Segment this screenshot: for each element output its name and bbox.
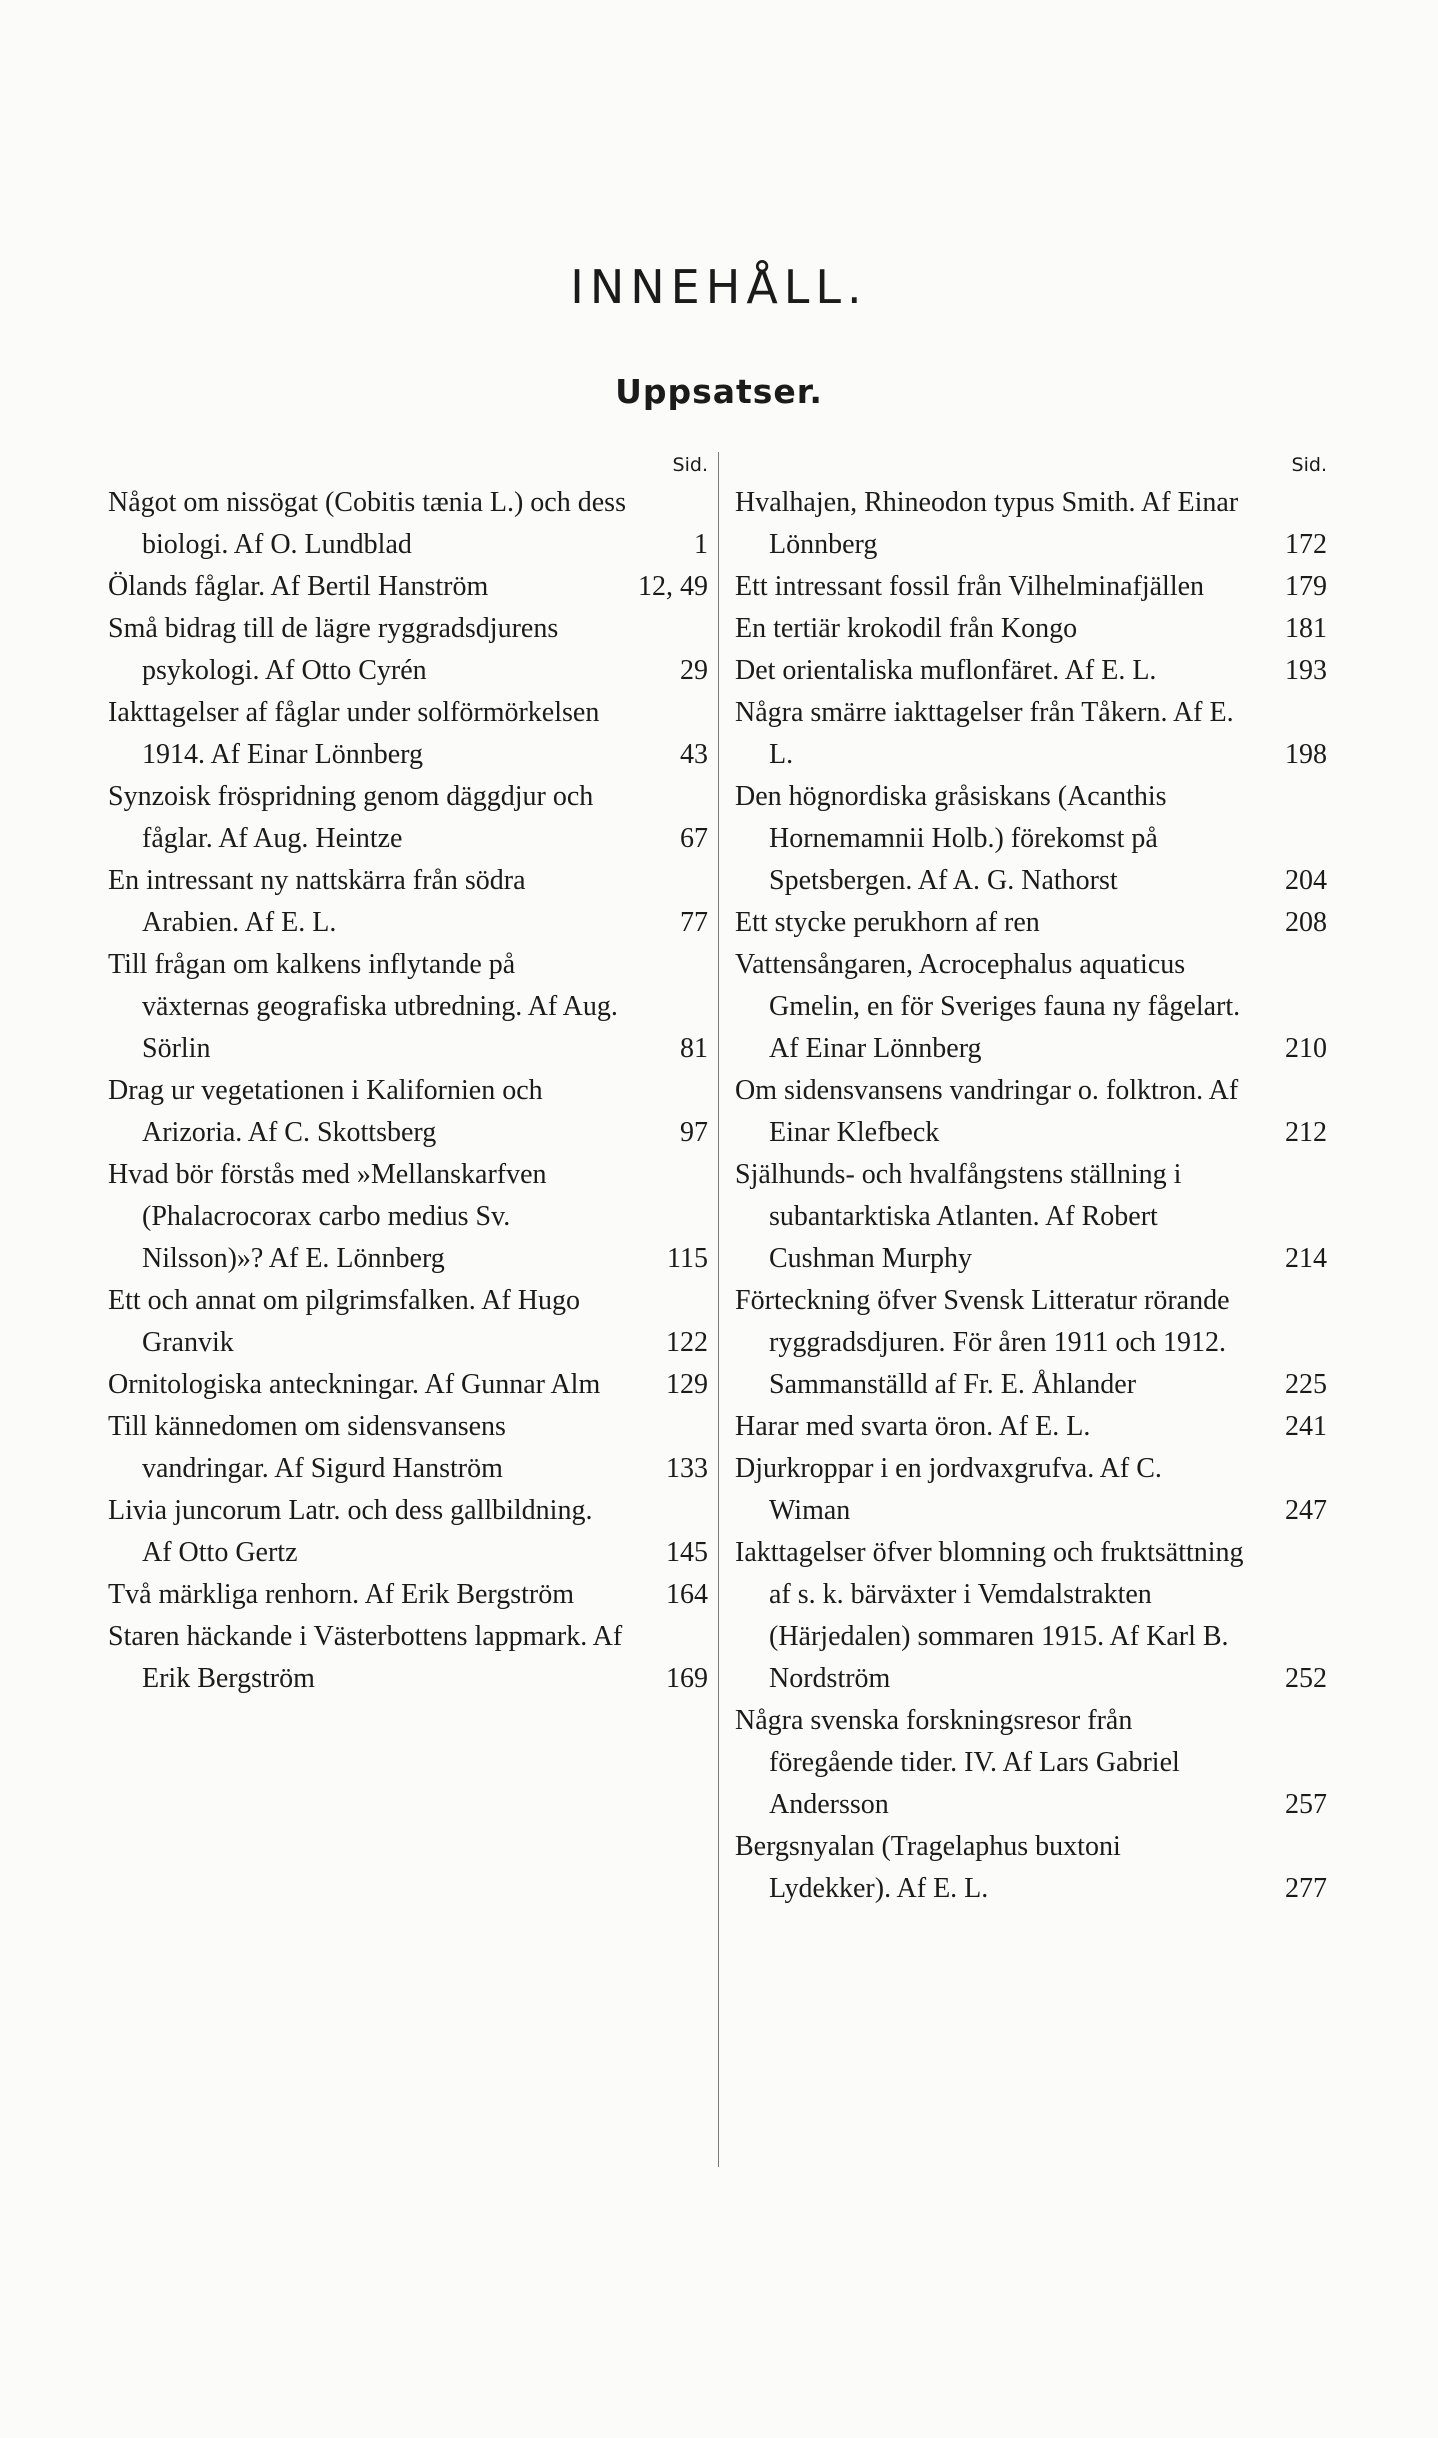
toc-entry-page: 172	[1285, 529, 1327, 560]
toc-entry	[735, 608, 1327, 650]
toc-entry-page: 241	[1285, 1411, 1327, 1442]
toc-entry-text: En intressant ny nattskärra från södra Arabien. Af E. L.	[108, 865, 526, 938]
toc-entry	[735, 902, 1327, 944]
toc-entry-page: 164	[666, 1579, 708, 1610]
toc-entry-text: Vattensångaren, Acrocephalus aquaticus Gmelin, en för Sveriges fauna ny fågelart. Af Einar Lönnberg	[735, 949, 1241, 1064]
toc-entry	[108, 1364, 708, 1406]
toc-entry	[735, 1406, 1327, 1448]
toc-entry-page: 169	[666, 1663, 708, 1694]
toc-entry	[735, 1070, 1327, 1154]
page-title: INNEHÅLL.	[570, 260, 868, 314]
toc-entry	[735, 1448, 1327, 1532]
toc-entry-page: 81	[680, 1033, 708, 1064]
page-column-label: Sid.	[1291, 454, 1327, 476]
toc-entry-page: 12, 49	[638, 571, 708, 602]
toc-entry-page: 115	[667, 1243, 708, 1274]
toc-entry-text: Ornitologiska anteckningar. Af Gunnar Alm	[108, 1369, 601, 1400]
toc-entry	[735, 650, 1327, 692]
toc-entry	[735, 944, 1327, 1070]
toc-entry-page: 208	[1285, 907, 1327, 938]
toc-entry	[735, 692, 1327, 776]
toc-entry	[108, 860, 708, 944]
toc-entry-text: Förteckning öfver Svensk Litteratur rörande ryggradsdjuren. För åren 1911 och 1912. Sammanställd af Fr. E. Åhlander	[735, 1285, 1230, 1400]
toc-entry	[735, 1154, 1327, 1280]
toc-entry-text: Djurkroppar i en jordvaxgrufva. Af C. Wiman	[735, 1453, 1162, 1526]
toc-entry-text: Den högnordiska gråsiskans (Acanthis Hornemamnii Holb.) förekomst på Spetsbergen. Af A. G. Nathorst	[735, 781, 1167, 896]
toc-entry-text: Iakttagelser af fåglar under solförmörkelsen 1914. Af Einar Lönnberg	[108, 697, 600, 770]
toc-entry-text: Drag ur vegetationen i Kalifornien och Arizoria. Af C. Skottsberg	[108, 1075, 543, 1148]
toc-column-left	[108, 448, 708, 1700]
toc-entry-page: 43	[680, 739, 708, 770]
toc-entry-text: Små bidrag till de lägre ryggradsdjurens psykologi. Af Otto Cyrén	[108, 613, 559, 686]
toc-entry-page: 29	[680, 655, 708, 686]
toc-entry-text: Ölands fåglar. Af Bertil Hanström	[108, 571, 489, 602]
toc-entry-text: Om sidensvansens vandringar o. folktron. Af Einar Klefbeck	[735, 1075, 1239, 1148]
toc-entry-page: 179	[1285, 571, 1327, 602]
toc-entry	[108, 1616, 708, 1700]
toc-entry-text: Harar med svarta öron. Af E. L.	[735, 1411, 1091, 1442]
column-divider	[718, 452, 719, 2167]
toc-entry-text: Något om nissögat (Cobitis tænia L.) och dess biologi. Af O. Lundblad	[108, 487, 626, 560]
toc-entry-text: Livia juncorum Latr. och dess gallbildning. Af Otto Gertz	[108, 1495, 593, 1568]
toc-entry-page: 133	[666, 1453, 708, 1484]
toc-entry	[108, 1280, 708, 1364]
toc-entry-text: Två märkliga renhorn. Af Erik Bergström	[108, 1579, 575, 1610]
toc-entry	[735, 482, 1327, 566]
toc-entry-page: 212	[1285, 1117, 1327, 1148]
toc-entry	[108, 608, 708, 692]
toc-entry-page: 247	[1285, 1495, 1327, 1526]
toc-entry-text: En tertiär krokodil från Kongo	[735, 613, 1078, 644]
toc-entry	[735, 1280, 1327, 1406]
page-column-label: Sid.	[672, 454, 708, 476]
toc-entry-text: Till kännedomen om sidensvansens vandringar. Af Sigurd Hanström	[108, 1411, 506, 1484]
toc-entry-text: Ett och annat om pilgrimsfalken. Af Hugo Granvik	[108, 1285, 581, 1358]
toc-entry	[735, 1700, 1327, 1826]
toc-entry-page: 1	[694, 529, 708, 560]
toc-entry	[735, 776, 1327, 902]
toc-entry-text: Till frågan om kalkens inflytande på växternas geografiska utbredning. Af Aug. Sörlin	[108, 949, 618, 1064]
toc-entry	[108, 482, 708, 566]
toc-entry-page: 181	[1285, 613, 1327, 644]
section-heading: Uppsatser.	[615, 372, 823, 411]
toc-entry	[108, 1070, 708, 1154]
toc-entry-page: 252	[1285, 1663, 1327, 1694]
toc-entry-page: 210	[1285, 1033, 1327, 1064]
toc-entry-text: Det orientaliska muflonfäret. Af E. L.	[735, 655, 1157, 686]
toc-entry-text: Själhunds- och hvalfångstens ställning i subantarktiska Atlanten. Af Robert Cushman Murphy	[735, 1159, 1182, 1274]
toc-entry-page: 214	[1285, 1243, 1327, 1274]
toc-entries-right	[735, 482, 1327, 1910]
toc-entry-page: 257	[1285, 1789, 1327, 1820]
toc-column-right	[735, 448, 1327, 1910]
toc-entry-page: 277	[1285, 1873, 1327, 1904]
toc-entry-page: 193	[1285, 655, 1327, 686]
toc-entry	[108, 1154, 708, 1280]
toc-entry	[108, 1574, 708, 1616]
toc-entry	[735, 1532, 1327, 1700]
toc-entries-left	[108, 482, 708, 1700]
toc-entry-text: Synzoisk fröspridning genom däggdjur och fåglar. Af Aug. Heintze	[108, 781, 594, 854]
toc-entry-text: Staren häckande i Västerbottens lappmark. Af Erik Bergström	[108, 1621, 623, 1694]
toc-entry-text: Några smärre iakttagelser från Tåkern. Af E. L.	[735, 697, 1234, 770]
toc-entry-page: 145	[666, 1537, 708, 1568]
toc-entry-page: 225	[1285, 1369, 1327, 1400]
toc-entry	[735, 566, 1327, 608]
toc-entry-text: Hvad bör förstås med »Mellanskarfven (Phalacrocorax carbo medius Sv. Nilsson)»? Af E. Lönnberg	[108, 1159, 547, 1274]
toc-entry	[735, 1826, 1327, 1910]
toc-entry	[108, 1490, 708, 1574]
toc-entry-text: Iakttagelser öfver blomning och fruktsättning af s. k. bärväxter i Vemdalstrakten (Härjedalen) sommaren 1915. Af Karl B. Nordström	[735, 1537, 1244, 1694]
toc-entry-page: 77	[680, 907, 708, 938]
toc-entry-text: Ett intressant fossil från Vilhelminafjällen	[735, 571, 1205, 602]
toc-entry-page: 97	[680, 1117, 708, 1148]
toc-entry	[108, 692, 708, 776]
toc-entry-page: 67	[680, 823, 708, 854]
toc-entry-text: Hvalhajen, Rhineodon typus Smith. Af Einar Lönnberg	[735, 487, 1239, 560]
toc-entry	[108, 1406, 708, 1490]
toc-entry-page: 198	[1285, 739, 1327, 770]
toc-entry	[108, 566, 708, 608]
toc-entry-page: 122	[666, 1327, 708, 1358]
toc-entry-page: 129	[666, 1369, 708, 1400]
toc-entry	[108, 944, 708, 1070]
toc-entry-page: 204	[1285, 865, 1327, 896]
toc-entry	[108, 776, 708, 860]
toc-entry-text: Ett stycke perukhorn af ren	[735, 907, 1040, 938]
toc-entry-text: Bergsnyalan (Tragelaphus buxtoni Lydekker). Af E. L.	[735, 1831, 1121, 1904]
toc-entry-text: Några svenska forskningsresor från föregående tider. IV. Af Lars Gabriel Andersson	[735, 1705, 1180, 1820]
